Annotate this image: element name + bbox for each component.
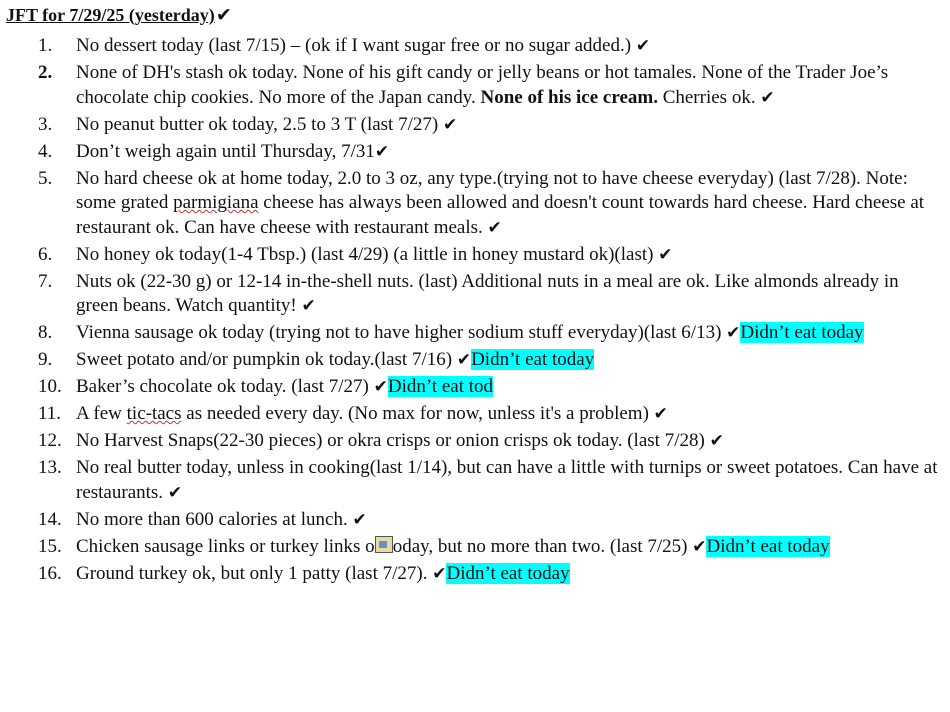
rule-list (0, 34, 950, 589)
item-text: No peanut butter ok today, 2.5 to 3 T (last 7/27) (76, 113, 443, 135)
check-mark: ✔ (692, 536, 707, 557)
list-item (0, 140, 950, 165)
item-number: 14. (38, 508, 62, 530)
check-mark: ✔ (635, 36, 651, 56)
check-mark: ✔ (442, 114, 458, 135)
highlighted-note: Didn’t eat today (471, 349, 595, 370)
item-text: Cherries ok. (657, 86, 761, 108)
title-text: JFT for 7/29/25 (yesterday) (6, 5, 215, 25)
list-item (0, 402, 950, 427)
item-text: No real butter today, unless in cooking(last 1/14), but can have a little with turnips or sweet potatoes. Can have at restaurants. (76, 457, 938, 503)
item-number: 8. (38, 322, 53, 343)
check-mark: ✔ (373, 377, 388, 397)
check-mark: ✔ (456, 350, 472, 370)
check-mark: ✔ (301, 296, 316, 316)
list-item (0, 535, 950, 560)
list-item (0, 375, 950, 400)
item-number: 15. (38, 535, 62, 557)
item-number: 2. (38, 62, 53, 83)
item-text: No more than 600 calories at lunch. (76, 508, 353, 530)
highlighted-note: Didn’t eat today (446, 562, 570, 584)
list-item (0, 270, 950, 319)
check-mark: ✔ (487, 217, 502, 238)
list-item (0, 167, 950, 241)
item-text: Vienna sausage ok today (trying not to have higher sodium stuff everyday)(last 6/13) (76, 322, 727, 343)
check-mark: ✔ (167, 482, 183, 503)
item-number: 9. (38, 349, 53, 370)
check-mark: ✔ (726, 323, 741, 343)
list-item (0, 508, 950, 533)
item-number: 3. (38, 113, 53, 135)
list-item (0, 243, 950, 268)
item-number: 1. (38, 35, 53, 56)
item-text: Don’t weigh again until Thursday, 7/31 (76, 140, 375, 162)
item-number: 13. (38, 457, 62, 478)
highlighted-note: Didn’t eat tod (387, 376, 494, 397)
item-number: 6. (38, 243, 53, 265)
check-mark: ✔ (374, 141, 390, 162)
item-number: 7. (38, 270, 53, 292)
item-text: Chicken sausage links or turkey links o (76, 535, 375, 557)
item-text: No honey ok today(1-4 Tbsp.) (last 4/29) (a little in honey mustard ok)(last) (76, 243, 659, 265)
item-text: None of DH's stash ok today. None of his gift candy or jelly beans or hot tamales. None of the Trader Joe’s chocolate chip cookies. No more of the Japan candy. (76, 62, 889, 108)
list-item (0, 34, 950, 59)
spellcheck-word[interactable]: parmigiana (173, 192, 259, 213)
item-number: 4. (38, 140, 53, 162)
check-mark: ✔ (432, 563, 447, 584)
item-number: 10. (38, 376, 62, 397)
item-text: oday, but no more than two. (last 7/25) (392, 535, 693, 557)
document-title (6, 4, 232, 26)
list-item (0, 61, 950, 110)
check-mark: ✔ (653, 404, 668, 424)
paste-options-icon[interactable] (375, 536, 393, 553)
check-mark: ✔ (215, 4, 232, 26)
item-text: as needed every day. (No max for now, unless it's a problem) (181, 403, 654, 424)
item-text: No hard cheese ok at home today, 2.0 to 3 oz, any type.(trying not to have cheese everyday) (last 7/28). Note: some grated (76, 167, 908, 213)
check-mark: ✔ (352, 509, 367, 530)
item-text: No Harvest Snaps(22-30 pieces) or okra crisps or onion crisps ok today. (last 7/28) (76, 430, 710, 451)
check-mark: ✔ (760, 87, 775, 108)
highlighted-note: Didn’t eat today (706, 535, 830, 557)
list-item (0, 456, 950, 505)
list-item (0, 113, 950, 138)
list-item (0, 562, 950, 587)
list-item (0, 321, 950, 346)
item-bold-text: None of his ice cream. (480, 86, 658, 108)
item-text: Sweet potato and/or pumpkin ok today.(last 7/16) (76, 349, 457, 370)
item-number: 16. (38, 562, 62, 584)
item-text: No dessert today (last 7/15) – (ok if I want sugar free or no sugar added.) (76, 35, 636, 56)
item-number: 5. (38, 167, 53, 189)
check-mark: ✔ (709, 431, 724, 451)
list-item (0, 429, 950, 454)
item-text: A few (76, 403, 127, 424)
spellcheck-word[interactable]: tic-tacs (126, 403, 182, 424)
item-text: Nuts ok (22-30 g) or 12-14 in-the-shell nuts. (last) Additional nuts in a meal are ok. Like almonds already in green beans. Watch quantity! (76, 270, 899, 316)
item-text: cheese has always been allowed and doesn't count towards hard cheese. Hard cheese at restaurant ok. Can have cheese with restaurant meals. (76, 192, 925, 238)
highlighted-note: Didn’t eat today (740, 322, 864, 343)
item-text: Ground turkey ok, but only 1 patty (last 7/27). (76, 562, 433, 584)
item-number: 12. (38, 430, 62, 451)
check-mark: ✔ (658, 244, 673, 265)
item-text: Baker’s chocolate ok today. (last 7/27) (76, 376, 374, 397)
list-item (0, 348, 950, 373)
item-number: 11. (38, 403, 62, 424)
